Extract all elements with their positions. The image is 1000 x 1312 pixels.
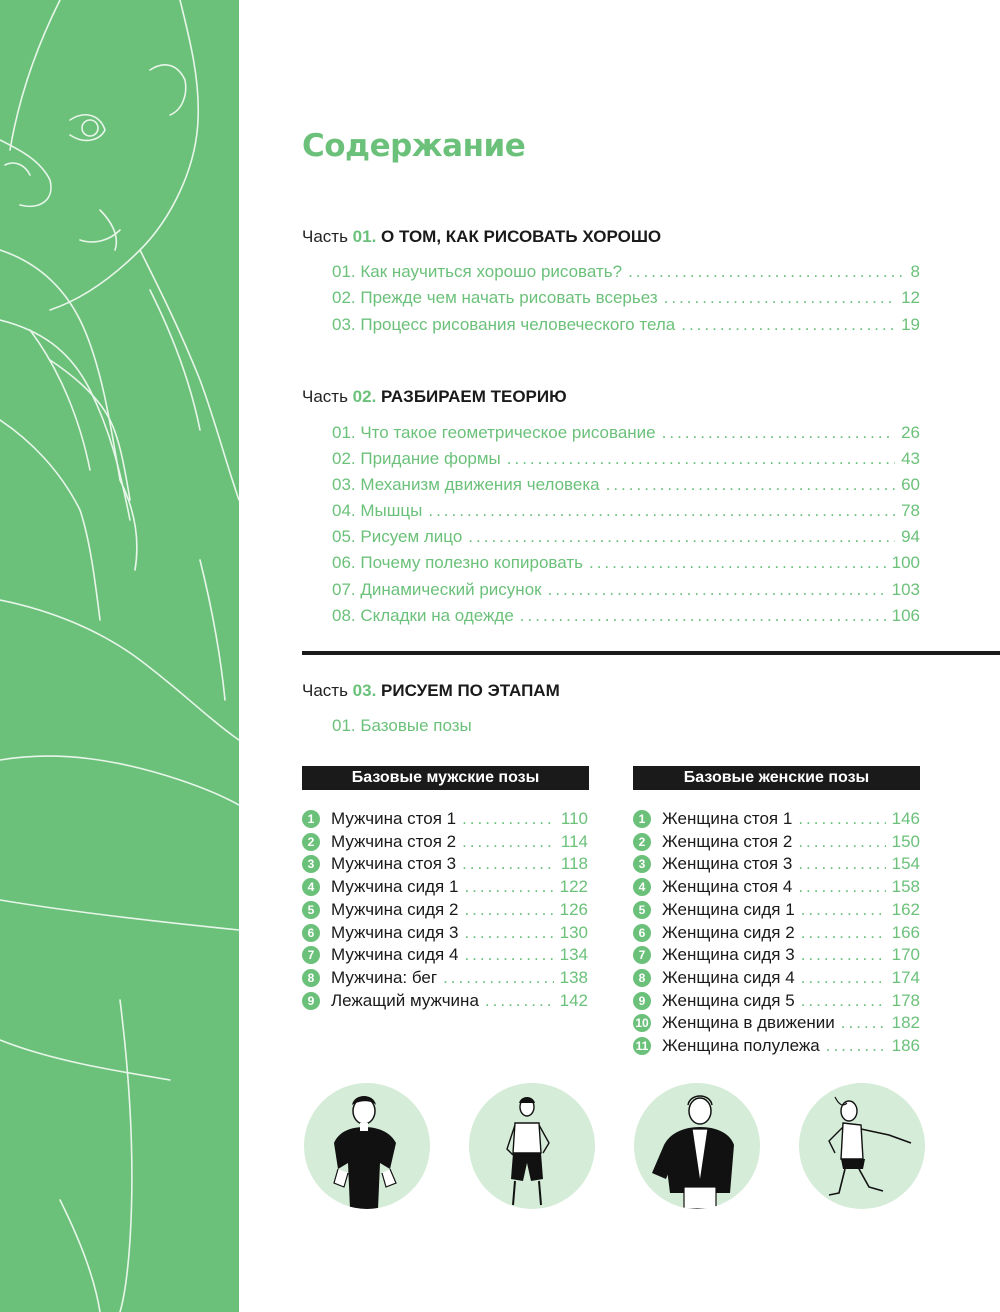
pose-label: Женщина стоя 3 <box>662 854 793 874</box>
pose-label: Женщина в движении <box>662 1013 835 1033</box>
pose-list-item[interactable] <box>633 1035 920 1057</box>
toc-entry-page: 100 <box>891 553 920 572</box>
dot-leader <box>462 809 555 829</box>
toc-entry-label: 08. Складки на одежде <box>332 606 514 625</box>
number-badge: 8 <box>633 969 651 987</box>
pose-label: Мужчина стоя 1 <box>331 809 457 828</box>
pose-list-item[interactable] <box>633 967 920 989</box>
pose-thumbnail-woman-standing <box>469 1083 595 1209</box>
dot-leader <box>662 423 895 443</box>
pose-list-item[interactable] <box>302 876 588 898</box>
dot-leader <box>507 449 895 469</box>
pose-page: 118 <box>560 854 588 874</box>
number-badge: 1 <box>633 810 651 828</box>
pose-list-item[interactable] <box>633 876 920 898</box>
dot-leader <box>520 606 886 626</box>
dot-leader <box>798 877 885 897</box>
pose-label: Женщина полулежа <box>662 1036 820 1055</box>
dot-leader <box>841 1013 886 1033</box>
part-heading-1 <box>302 227 661 247</box>
dot-leader <box>589 553 886 573</box>
number-badge: 1 <box>302 810 320 828</box>
toc-entry[interactable] <box>332 553 920 577</box>
number-badge: 9 <box>633 992 651 1010</box>
toc-entry-label: 02. Придание формы <box>332 449 501 468</box>
pose-page: 146 <box>891 809 920 828</box>
part-title: РИСУЕМ ПО ЭТАПАМ <box>381 681 560 700</box>
pose-page: 134 <box>559 945 588 965</box>
toc-entry-page: 94 <box>901 527 920 546</box>
toc-entry-label: 01. Что такое геометрическое рисование <box>332 423 656 442</box>
pose-label: Женщина сидя 4 <box>662 967 795 987</box>
pose-page: 154 <box>891 854 920 874</box>
pose-list-item[interactable] <box>302 944 588 966</box>
man-jacket-figure-image <box>634 1083 760 1209</box>
pose-list-item[interactable] <box>633 944 920 966</box>
section-divider <box>302 651 1000 655</box>
dot-leader <box>464 877 553 897</box>
pose-list-item[interactable] <box>302 853 588 875</box>
dot-leader <box>485 991 554 1011</box>
pose-page: 150 <box>891 831 920 851</box>
toc-entry-label: 06. Почему полезно копировать <box>332 553 583 572</box>
dot-leader <box>468 527 895 547</box>
pose-page: 182 <box>891 1013 920 1033</box>
pose-page: 130 <box>559 922 588 942</box>
number-badge: 9 <box>302 992 320 1010</box>
dot-leader <box>801 923 886 943</box>
number-badge: 8 <box>302 969 320 987</box>
pose-list-item[interactable] <box>302 922 588 944</box>
number-badge: 2 <box>633 833 651 851</box>
number-badge: 5 <box>633 901 651 919</box>
pose-page: 162 <box>891 899 920 919</box>
pose-label: Лежащий мужчина <box>331 990 479 1010</box>
man-figure-image <box>304 1083 430 1209</box>
dot-leader <box>464 945 553 965</box>
pose-list-item[interactable] <box>633 808 920 830</box>
pose-page: 186 <box>891 1036 920 1055</box>
pose-label: Мужчина сидя 4 <box>331 945 459 965</box>
part-prefix: Часть <box>302 387 348 406</box>
toc-entry[interactable] <box>332 315 920 339</box>
number-badge: 6 <box>633 924 651 942</box>
part-heading-3 <box>302 681 560 701</box>
pose-label: Женщина стоя 1 <box>662 809 793 828</box>
toc-entry[interactable] <box>332 501 920 525</box>
number-badge: 4 <box>302 878 320 896</box>
pose-label: Женщина сидя 3 <box>662 945 795 965</box>
pose-page: 178 <box>891 990 920 1010</box>
woman-moving-figure-image <box>799 1083 925 1209</box>
pose-label: Мужчина сидя 1 <box>331 877 459 897</box>
pose-page: 126 <box>559 899 588 919</box>
pose-page: 138 <box>559 967 588 987</box>
part-prefix: Часть <box>302 681 348 700</box>
toc-entry-label: 02. Прежде чем начать рисовать всерьез <box>332 288 658 307</box>
part-heading-2 <box>302 387 567 407</box>
toc-entry-label: 07. Динамический рисунок <box>332 580 542 599</box>
pose-label: Мужчина стоя 2 <box>331 831 457 851</box>
dot-leader <box>798 854 885 874</box>
dot-leader <box>628 262 904 282</box>
pose-thumbnail-woman-moving <box>799 1083 925 1209</box>
dot-leader <box>801 945 886 965</box>
toc-entry-label: 01. Как научиться хорошо рисовать? <box>332 262 623 281</box>
dot-leader <box>664 288 895 308</box>
pose-page: 122 <box>559 877 588 897</box>
pose-label: Мужчина сидя 3 <box>331 922 459 942</box>
dot-leader <box>801 900 886 920</box>
toc-entry-page: 43 <box>901 449 920 468</box>
pose-list-item[interactable] <box>302 899 588 921</box>
pose-list-item[interactable] <box>302 808 588 830</box>
number-badge: 11 <box>633 1037 651 1055</box>
toc-entry[interactable] <box>332 580 920 604</box>
part-number: 03. <box>352 681 377 700</box>
dot-leader <box>801 968 886 988</box>
pose-list-item[interactable] <box>633 990 920 1012</box>
dot-leader <box>428 501 895 521</box>
number-badge: 7 <box>633 946 651 964</box>
pose-page: 170 <box>891 945 920 965</box>
dot-leader <box>801 991 886 1011</box>
pose-label: Женщина стоя 2 <box>662 831 793 851</box>
toc-entry-page: 8 <box>910 262 920 281</box>
dot-leader <box>606 475 895 495</box>
sidebar-illustration <box>0 0 239 1312</box>
pose-page: 158 <box>891 877 920 897</box>
dot-leader <box>681 315 895 335</box>
toc-entry-page: 106 <box>891 606 920 625</box>
number-badge: 6 <box>302 924 320 942</box>
pose-list-item[interactable] <box>302 990 588 1012</box>
pose-label: Женщина сидя 2 <box>662 922 795 942</box>
dot-leader <box>798 832 885 852</box>
toc-entry-page: 60 <box>901 475 920 494</box>
toc-entry[interactable] <box>332 475 920 499</box>
pose-page: 142 <box>559 990 588 1010</box>
toc-entry[interactable] <box>332 449 920 473</box>
dot-leader <box>826 1036 886 1056</box>
toc-entry-page: 103 <box>891 580 920 599</box>
dot-leader <box>464 923 553 943</box>
toc-entry-label: 04. Мышцы <box>332 501 423 520</box>
pose-list-item[interactable] <box>302 831 588 853</box>
toc-entry[interactable] <box>332 423 920 447</box>
pose-thumbnail-man-standing <box>304 1083 430 1209</box>
toc-entry-label: 03. Процесс рисования человеческого тела <box>332 315 676 334</box>
male-poses-heading: Базовые мужские позы <box>302 766 589 790</box>
pose-page: 114 <box>560 831 588 851</box>
pose-label: Женщина стоя 4 <box>662 877 793 897</box>
toc-entry[interactable] <box>332 527 920 551</box>
toc-entry[interactable] <box>332 606 920 630</box>
pose-label: Женщина сидя 5 <box>662 990 795 1010</box>
woman-figure-image <box>469 1083 595 1209</box>
part-number: 02. <box>352 387 377 406</box>
toc-entry-label: 03. Механизм движения человека <box>332 475 600 494</box>
line-art-illustration <box>0 0 239 1312</box>
part-title: РАЗБИРАЕМ ТЕОРИЮ <box>381 387 567 406</box>
female-poses-heading: Базовые женские позы <box>633 766 920 790</box>
pose-label: Мужчина: бег <box>331 967 438 987</box>
pose-list-item[interactable] <box>302 967 588 989</box>
dot-leader <box>548 580 886 600</box>
number-badge: 3 <box>302 855 320 873</box>
number-badge: 4 <box>633 878 651 896</box>
number-badge: 2 <box>302 833 320 851</box>
toc-entry-label: 05. Рисуем лицо <box>332 527 463 546</box>
toc-entry-page: 78 <box>901 501 920 520</box>
pose-page: 110 <box>560 809 588 828</box>
toc-entry[interactable]: 01. Базовые позы <box>332 716 472 735</box>
part-title: О ТОМ, КАК РИСОВАТЬ ХОРОШО <box>381 227 662 246</box>
dot-leader <box>464 900 553 920</box>
number-badge: 10 <box>633 1014 651 1032</box>
pose-page: 166 <box>891 922 920 942</box>
dot-leader <box>462 854 555 874</box>
pose-list-item[interactable] <box>633 1012 920 1034</box>
toc-entry[interactable] <box>332 288 920 312</box>
toc-entry[interactable] <box>332 262 920 286</box>
dot-leader <box>798 809 885 829</box>
dot-leader <box>443 968 554 988</box>
toc-entry-page: 26 <box>901 423 920 442</box>
pose-label: Женщина сидя 1 <box>662 899 795 919</box>
part-prefix: Часть <box>302 227 348 246</box>
number-badge: 5 <box>302 901 320 919</box>
number-badge: 7 <box>302 946 320 964</box>
page-title: Содержание <box>302 128 526 164</box>
number-badge: 3 <box>633 855 651 873</box>
pose-label: Мужчина сидя 2 <box>331 899 459 919</box>
pose-page: 174 <box>891 967 920 987</box>
part-number: 01. <box>352 227 377 246</box>
pose-list-item[interactable] <box>633 922 920 944</box>
pose-label: Мужчина стоя 3 <box>331 854 457 874</box>
pose-list-item[interactable] <box>633 899 920 921</box>
dot-leader <box>462 832 555 852</box>
toc-entry-page: 12 <box>901 288 920 307</box>
toc-entry-page: 19 <box>901 315 920 334</box>
pose-list-item[interactable] <box>633 831 920 853</box>
pose-list-item[interactable] <box>633 853 920 875</box>
pose-thumbnail-man-jacket <box>634 1083 760 1209</box>
